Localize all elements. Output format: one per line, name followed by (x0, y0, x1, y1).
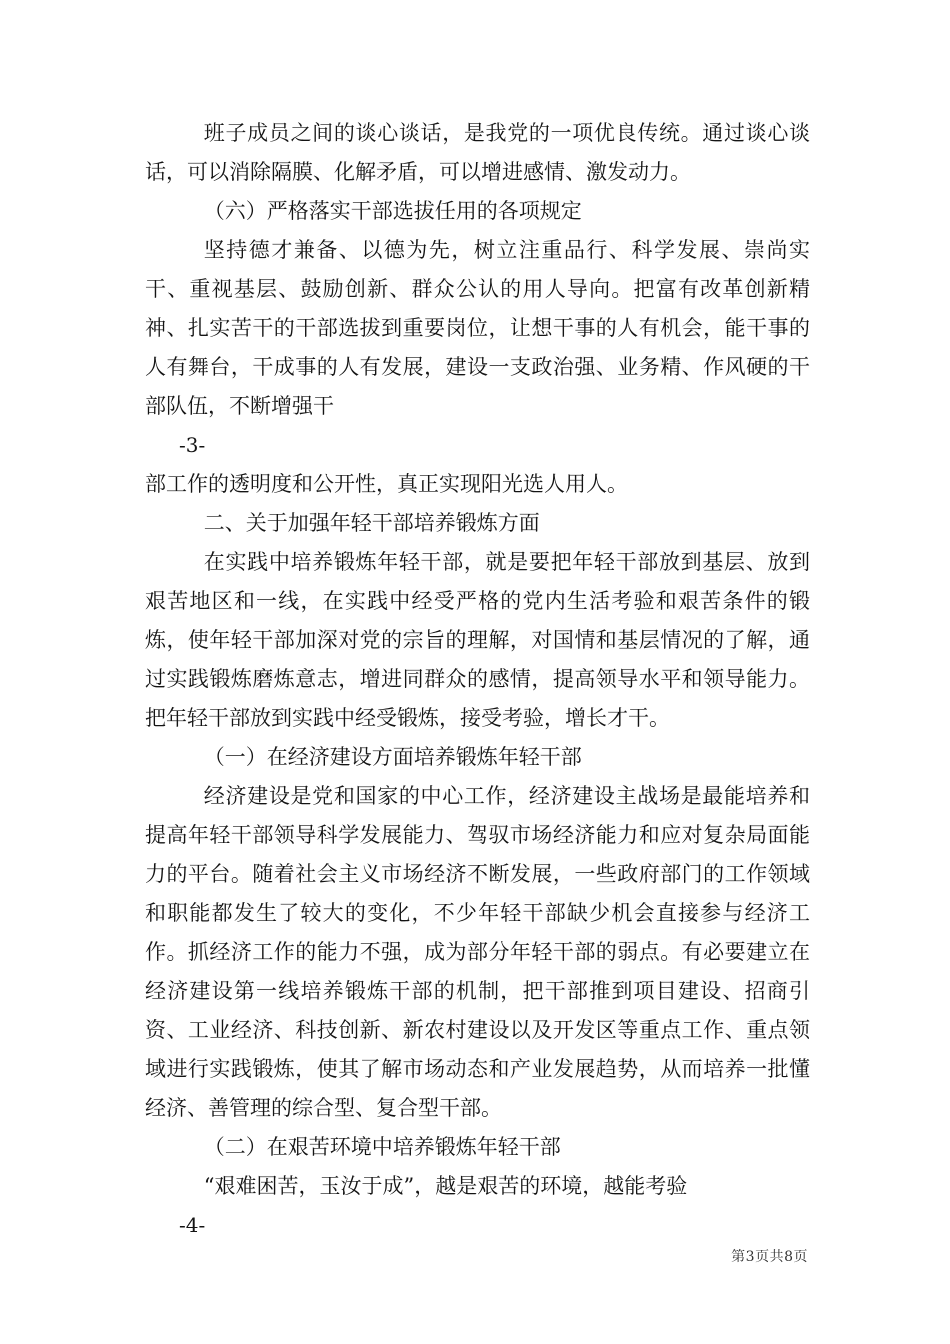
paragraph-cadre-selection: 坚持德才兼备、以德为先，树立注重品行、科学发展、崇尚实干、重视基层、鼓励创新、群众公认的用人导向。把富有改革创新精神、扎实苦干的干部选拔到重要岗位，让想干事的人有机会，能干事的人有舞台，干成事的人有发展，建设一支政治强、业务精、作风硬的干部队伍，不断增强干 (145, 238, 810, 418)
heading-section-6: （六）严格落实干部选拔任用的各项规定 (203, 199, 582, 223)
paragraph-economic-construction: 经济建设是党和国家的中心工作，经济建设主战场是最能培养和提高年轻干部领导科学发展能力、驾驭市场经济能力和应对复杂局面能力的平台。随着社会主义市场经济不断发展，一些政府部门的工作领域和职能都发生了较大的变化，不少年轻干部缺少机会直接参与经济工作。抓经济工作的能力不强，成为部分年轻干部的弱点。有必要建立在经济建设第一线培养锻炼干部的机制，把干部推到项目建设、招商引资、工业经济、科技创新、新农村建设以及开发区等重点工作、重点领域进行实践锻炼，使其了解市场动态和产业发展趋势，从而培养一批懂经济、善管理的综合型、复合型干部。 (145, 784, 810, 1120)
page-footer: 第3页共8页 (731, 1249, 808, 1265)
document-body (145, 114, 810, 1245)
heading-subsection-1: （一）在经济建设方面培养锻炼年轻干部 (203, 745, 582, 769)
paragraph-hardship: “艰难困苦，玉汝于成”，越是艰苦的环境，越能考验 (203, 1174, 688, 1198)
heading-subsection-2: （二）在艰苦环境中培养锻炼年轻干部 (203, 1135, 561, 1159)
paragraph-continuation: 部工作的透明度和公开性，真正实现阳光选人用人。 (145, 472, 628, 496)
paragraph-heart-to-heart-talks: 班子成员之间的谈心谈话，是我党的一项优良传统。通过谈心谈话，可以消除隔膜、化解矛盾，可以增进感情、激发动力。 (145, 121, 810, 184)
inline-page-number-4: -4- (179, 1213, 206, 1237)
inline-page-number-3: -3- (179, 433, 206, 457)
paragraph-practice-training: 在实践中培养锻炼年轻干部，就是要把年轻干部放到基层、放到艰苦地区和一线，在实践中经受严格的党内生活考验和艰苦条件的锻炼，使年轻干部加深对党的宗旨的理解，对国情和基层情况的了解，通过实践锻炼磨炼意志，增进同群众的感情，提高领导水平和领导能力。把年轻干部放到实践中经受锻炼，接受考验，增长才干。 (145, 550, 810, 730)
heading-section-2: 二、关于加强年轻干部培养锻炼方面 (203, 511, 540, 535)
